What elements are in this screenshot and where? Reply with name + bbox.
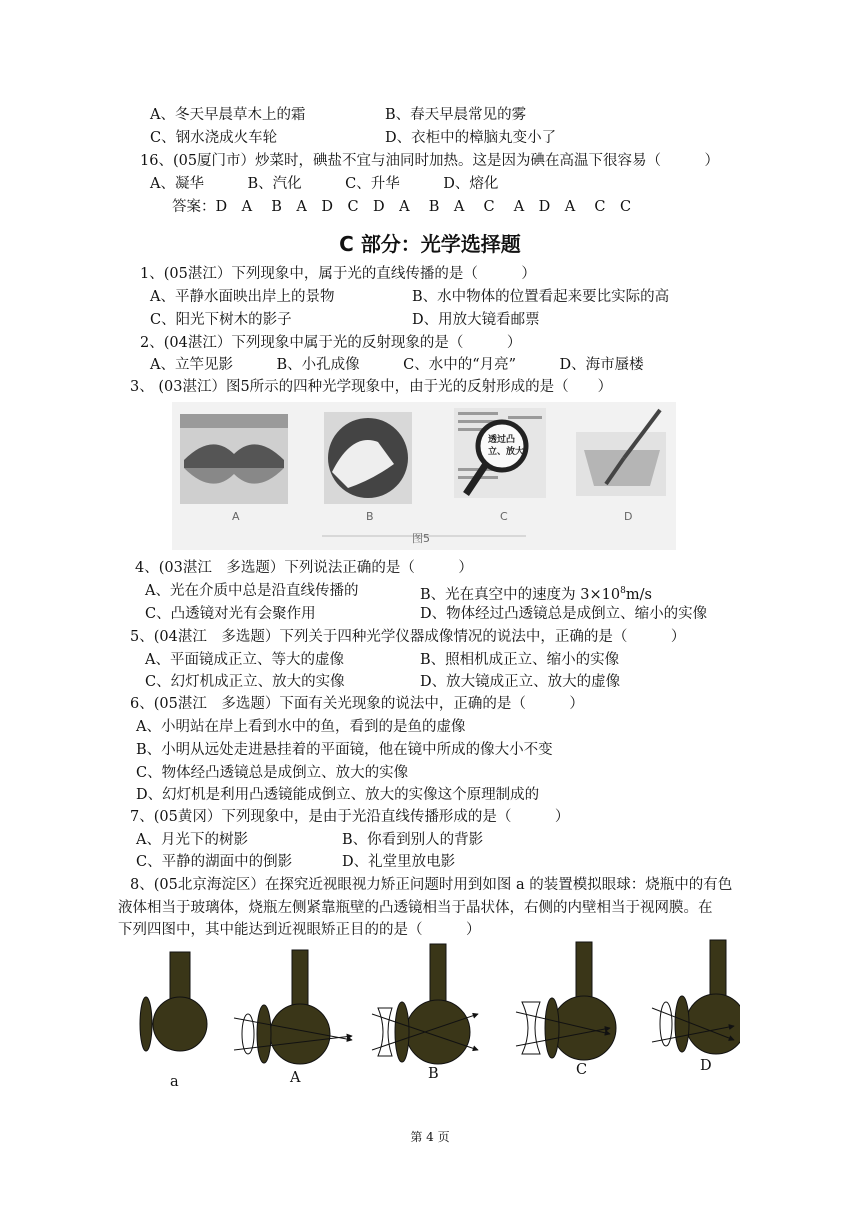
eye-label-option-a: A (290, 1070, 301, 1086)
question-text: 16、(05厦门市）炒菜时，碘盐不宜与油同时加热。这是因为碘在高温下很容易（ ） (140, 153, 720, 169)
question-text: 液体相当于玻璃体，烧瓶左侧紧靠瓶壁的凸透镜相当于晶状体，右侧的内壁相当于视网膜。在 (118, 900, 713, 916)
section-heading: C 部分：光学选择题 (339, 232, 521, 256)
question-text: 8、(05北京海淀区）在探究近视眼视力矫正问题时用到如图 a 的装置模拟眼球：烧瓶中的有色 (130, 877, 733, 893)
flask-option-d (652, 940, 740, 1054)
figure-label-b: B (366, 510, 374, 523)
option-text: C、凸透镜对光有会聚作用 (145, 606, 316, 622)
eye-label-a: a (170, 1074, 179, 1090)
question-text: 下列四图中，其中能达到近视眼矫正目的的是（ ） (118, 922, 481, 938)
option-text: A、月光下的树影 (136, 832, 248, 848)
figure-5 (172, 402, 676, 550)
question-text: 3、 (03湛江）图5所示的四种光学现象中，由于光的反射形成的是（ ） (130, 379, 613, 395)
option-text: C、阳光下树木的影子 (150, 312, 292, 328)
figure-label-c: C (500, 510, 508, 523)
option-text: B、小明从远处走进悬挂着的平面镜，他在镜中所成的像大小不变 (136, 742, 553, 758)
option-text: A、立竿见影 B、小孔成像 C、水中的“月亮” D、海市蜃楼 (150, 357, 644, 373)
svg-text:透过凸: 透过凸 (488, 435, 516, 445)
option-text (420, 581, 652, 605)
option-text: A、冬天早晨草木上的霜 (150, 107, 306, 123)
flask-option-a (234, 950, 352, 1064)
option-text: D、礼堂里放电影 (342, 854, 456, 870)
option-text: A、平面镜成正立、等大的虚像 (145, 652, 344, 668)
eye-label-option-c: C (576, 1062, 588, 1078)
option-text-part: B、光在真空中的速度为 3×10 (420, 586, 621, 603)
flask-option-c (516, 942, 616, 1060)
flask-option-b (372, 944, 478, 1064)
option-text: B、春天早晨常见的雾 (385, 107, 527, 123)
option-text: D、衣柜中的樟脑丸变小了 (385, 130, 557, 146)
option-text: B、照相机成正立、缩小的实像 (420, 652, 620, 668)
option-text: C、物体经凸透镜总是成倒立、放大的实像 (136, 765, 409, 781)
option-text: C、钢水浇成火车轮 (150, 130, 278, 146)
answer-line: 答案：D A B A D C D A B A C A D A C C (172, 199, 632, 215)
superscript: 8 (620, 586, 626, 596)
option-text: A、小明站在岸上看到水中的鱼，看到的是鱼的虚像 (136, 719, 466, 735)
question-text: 1、(05湛江）下列现象中，属于光的直线传播的是（ ） (140, 266, 536, 282)
figure-c-magnifier (478, 422, 526, 470)
option-text: A、光在介质中总是沿直线传播的 (145, 583, 359, 599)
option-text: D、放大镜成正立、放大的虚像 (420, 674, 621, 690)
option-text: D、用放大镜看邮票 (412, 312, 540, 328)
flask-a (140, 952, 207, 1051)
option-text: B、水中物体的位置看起来要比实际的高 (412, 289, 670, 305)
option-text-part: m/s (625, 586, 652, 603)
eye-label-option-d: D (700, 1058, 712, 1074)
question-text: 2、(04湛江）下列现象中属于光的反射现象的是（ ） (140, 335, 522, 351)
option-text: A、平静水面映出岸上的景物 (150, 289, 335, 305)
eye-label-option-b: B (428, 1066, 439, 1082)
svg-text:立、放大: 立、放大 (488, 447, 525, 457)
figure-label-a: A (232, 510, 240, 523)
question-text: 7、(05黄冈）下列现象中，是由于光沿直线传播形成的是（ ） (130, 809, 570, 825)
question-text: 6、(05湛江 多选题）下面有关光现象的说法中，正确的是（ ） (130, 696, 584, 712)
question-text: 4、(03湛江 多选题）下列说法正确的是（ ） (135, 560, 473, 576)
figure-5-drawing (172, 402, 676, 550)
option-text: C、平静的湖面中的倒影 (136, 854, 293, 870)
option-text: B、你看到别人的背影 (342, 832, 484, 848)
figure-label-d: D (624, 510, 633, 523)
option-text: D、幻灯机是利用凸透镜能成倒立、放大的实像这个原理制成的 (136, 787, 540, 803)
option-text: D、物体经过凸透镜总是成倒立、缩小的实像 (420, 606, 708, 622)
option-text: A、凝华 B、汽化 C、升华 D、熔化 (150, 176, 499, 192)
figure-caption: 图5 (412, 532, 430, 545)
question-text: 5、(04湛江 多选题）下列关于四种光学仪器成像情况的说法中，正确的是（ ） (130, 629, 686, 645)
option-text: C、幻灯机成正立、放大的实像 (145, 674, 345, 690)
page-footer: 第 4 页 (410, 1130, 450, 1144)
